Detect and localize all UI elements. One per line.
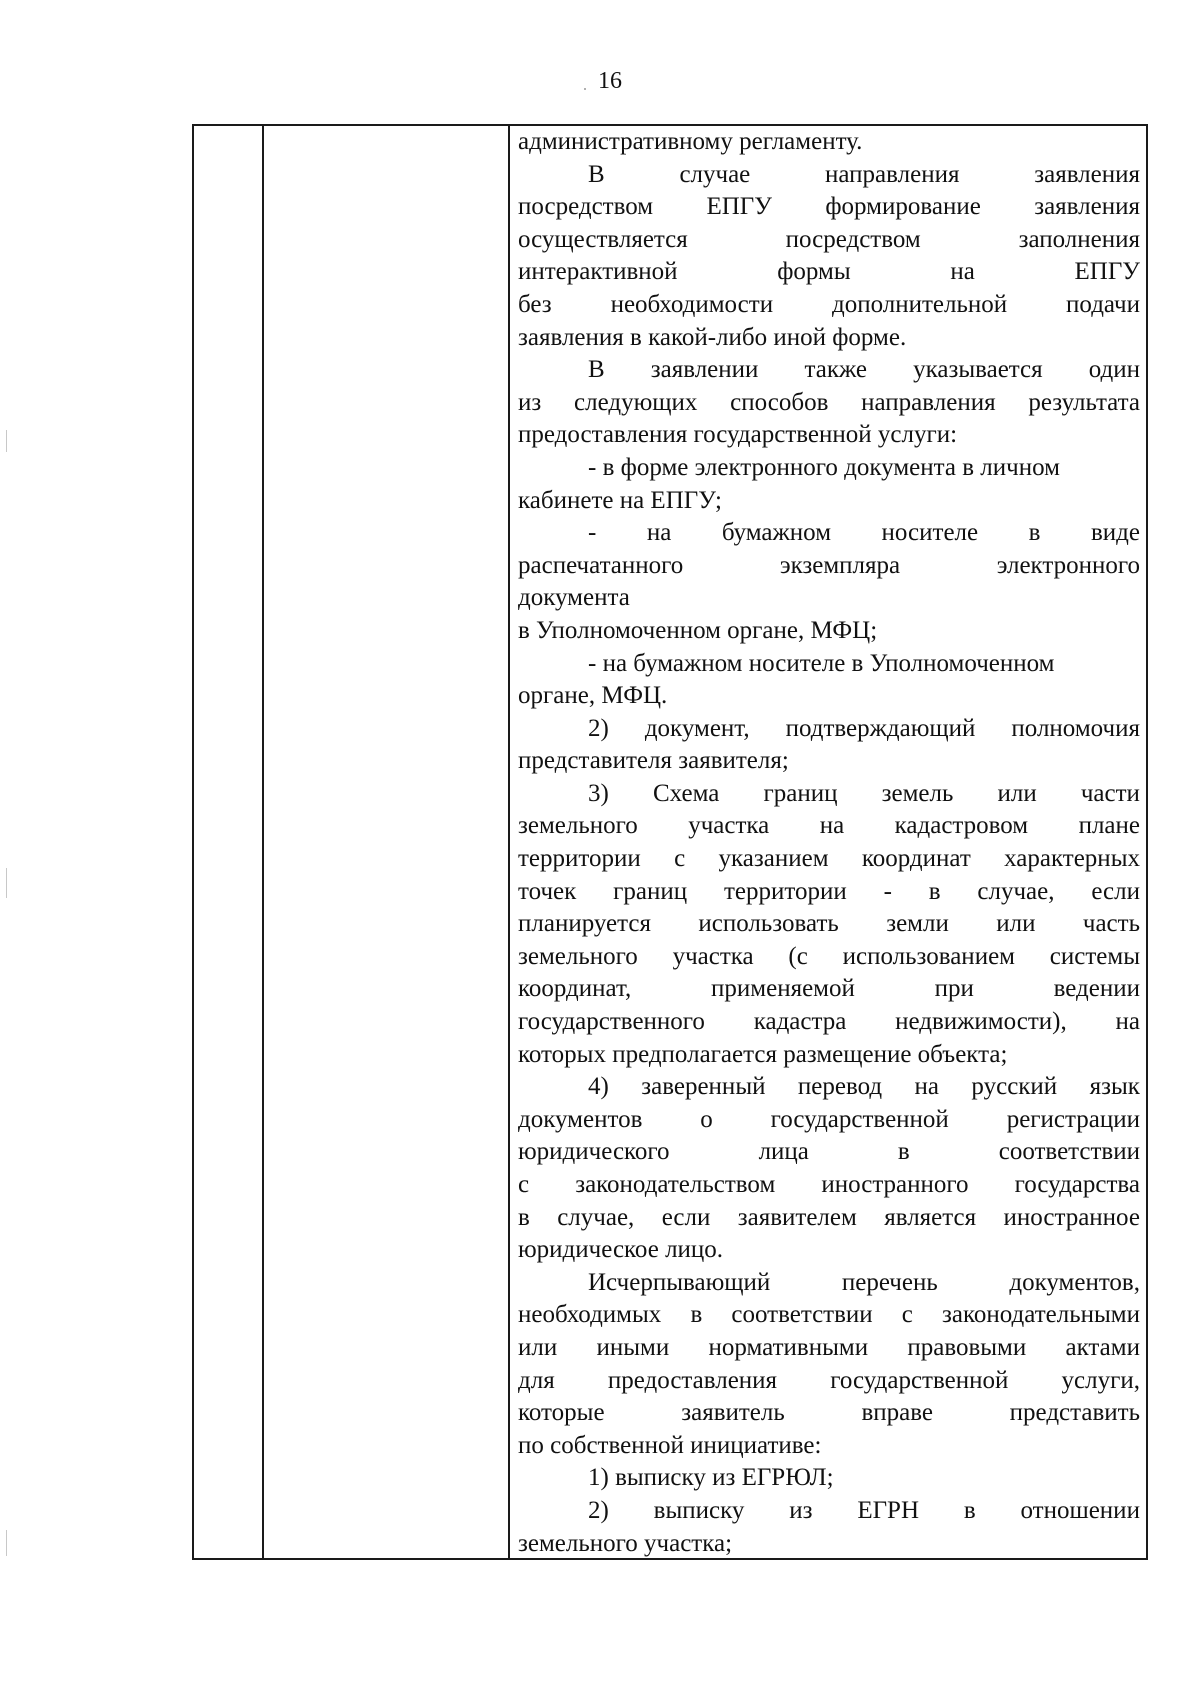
- text-word: является: [884, 1203, 977, 1231]
- text-word: плане: [1078, 812, 1140, 840]
- text-word: часть: [1082, 910, 1140, 938]
- text-word: предоставления: [607, 1366, 778, 1394]
- text-word: язык: [1089, 1073, 1140, 1101]
- text-word: 1) выписку из ЕГРЮЛ;: [588, 1464, 834, 1492]
- text-word: при: [934, 975, 974, 1003]
- text-word: случае: [679, 160, 751, 188]
- text-line: [518, 1495, 1140, 1528]
- text-word: в: [518, 1203, 530, 1231]
- text-word: выписку: [653, 1496, 745, 1524]
- text-line: [518, 322, 1140, 355]
- text-word: посредством: [785, 225, 921, 253]
- text-line: [518, 159, 1140, 192]
- text-word: вправе: [861, 1399, 933, 1427]
- text-line: [518, 713, 1140, 746]
- text-word: представителя заявителя;: [518, 747, 789, 775]
- text-word: законодательством: [575, 1171, 776, 1198]
- text-line: [518, 126, 1140, 159]
- text-word: заявлении: [650, 356, 759, 384]
- text-word: из: [789, 1496, 813, 1524]
- text-word: кадастра: [753, 1008, 847, 1036]
- text-line: [518, 973, 1140, 1006]
- text-word: заверенный: [641, 1073, 766, 1101]
- text-word: документ,: [644, 714, 750, 742]
- text-line: [518, 1267, 1140, 1300]
- text-word: документов,: [1009, 1268, 1140, 1296]
- text-line: [518, 517, 1140, 550]
- text-word: заявителем: [737, 1203, 857, 1231]
- text-word: документа: [518, 584, 630, 612]
- text-line: [518, 582, 1140, 615]
- text-line: [518, 648, 1140, 681]
- text-line: [518, 1397, 1140, 1430]
- text-word: лица: [758, 1138, 809, 1166]
- text-word: полномочия: [1011, 714, 1140, 742]
- text-word: необходимых: [518, 1301, 662, 1329]
- text-word: ЕПГУ: [706, 193, 772, 221]
- text-word: если: [661, 1203, 711, 1231]
- text-word: 4): [588, 1073, 609, 1101]
- text-word: границ: [763, 779, 838, 807]
- text-line: [518, 876, 1140, 909]
- text-word: -: [883, 877, 892, 905]
- scan-speck: [584, 88, 586, 90]
- text-line: [518, 1006, 1140, 1039]
- text-word: актами: [1065, 1333, 1140, 1361]
- text-word: если: [1091, 877, 1140, 905]
- text-word: подачи: [1066, 290, 1140, 318]
- text-word: на: [914, 1073, 940, 1101]
- text-word: кабинете на ЕПГУ;: [518, 486, 722, 514]
- text-word: на: [1115, 1008, 1140, 1036]
- text-word: о: [700, 1105, 713, 1133]
- text-word: юридическое лицо.: [518, 1236, 724, 1264]
- text-word: применяемой: [711, 975, 855, 1003]
- text-word: в: [690, 1301, 703, 1329]
- text-word: с: [674, 845, 686, 873]
- text-word: координат,: [518, 975, 632, 1003]
- text-word: административному регламенту.: [518, 128, 863, 155]
- table-column-divider: [508, 126, 510, 1558]
- text-word: для: [518, 1366, 555, 1394]
- text-line: [518, 354, 1140, 387]
- text-line: [518, 452, 1140, 485]
- text-word: В: [588, 160, 605, 188]
- text-word: части: [1080, 779, 1140, 807]
- text-word: посредством: [518, 193, 654, 221]
- text-word: русский: [971, 1073, 1058, 1101]
- scan-edge-mark: [6, 868, 7, 898]
- text-word: участка: [688, 812, 770, 840]
- text-word: Исчерпывающий: [588, 1268, 771, 1296]
- text-word: планируется: [518, 910, 651, 938]
- text-word: правовыми: [907, 1333, 1027, 1361]
- text-line: [518, 1039, 1140, 1072]
- text-word: соответствии: [731, 1301, 873, 1329]
- text-word: в: [928, 877, 941, 905]
- text-word: земель: [881, 779, 954, 807]
- text-line: [518, 1462, 1140, 1495]
- text-word: государства: [1014, 1171, 1140, 1198]
- text-line: [518, 680, 1140, 713]
- text-word: случае,: [557, 1203, 635, 1231]
- text-word: услуги,: [1061, 1366, 1140, 1394]
- text-word: государственной: [830, 1366, 1009, 1394]
- text-word: иностранное: [1003, 1203, 1140, 1231]
- text-line: [518, 908, 1140, 941]
- text-line: [518, 1071, 1140, 1104]
- page-number: 16: [598, 68, 622, 94]
- text-word: системы: [1049, 942, 1140, 970]
- text-word: земельного: [518, 812, 638, 840]
- text-line: [518, 1234, 1140, 1267]
- text-word: территории: [723, 877, 847, 905]
- text-line: [518, 778, 1140, 811]
- table-cell-text: [518, 126, 1140, 1560]
- text-line: [518, 1136, 1140, 1169]
- text-line: [518, 1528, 1140, 1561]
- text-word: подтверждающий: [785, 714, 976, 742]
- text-word: заявитель: [681, 1399, 785, 1427]
- text-line: [518, 1202, 1140, 1235]
- text-word: перечень: [841, 1268, 938, 1296]
- text-word: - в форме электронного документа в личном: [588, 453, 1060, 481]
- text-word: заявления: [1034, 160, 1140, 188]
- scan-edge-mark: [6, 1530, 7, 1556]
- text-word: на: [950, 258, 975, 286]
- text-word: перевод: [797, 1073, 883, 1101]
- text-word: направления: [825, 160, 960, 188]
- text-word: ЕГРН: [857, 1496, 920, 1524]
- text-line: [518, 1365, 1140, 1398]
- text-line: [518, 745, 1140, 778]
- text-word: юридического: [518, 1138, 670, 1166]
- text-word: кадастровом: [894, 812, 1029, 840]
- text-word: ведении: [1053, 975, 1140, 1003]
- text-word: экземпляра: [779, 551, 901, 579]
- text-line: [518, 941, 1140, 974]
- text-word: предоставления государственной услуги:: [518, 421, 958, 449]
- text-word: земельного: [518, 942, 638, 970]
- text-word: В: [588, 356, 605, 384]
- text-word: ЕПГУ: [1074, 258, 1140, 286]
- text-word: земельного участка;: [518, 1529, 733, 1557]
- text-word: законодательными: [942, 1301, 1140, 1329]
- text-word: органе, МФЦ.: [518, 682, 668, 710]
- text-word: из: [518, 388, 542, 416]
- text-word: необходимости: [610, 290, 774, 318]
- text-line: [518, 1332, 1140, 1365]
- text-line: [518, 289, 1140, 322]
- text-line: [518, 843, 1140, 876]
- text-line: [518, 224, 1140, 257]
- text-word: представить: [1009, 1399, 1140, 1427]
- text-word: также: [804, 356, 868, 384]
- text-word: распечатанного: [518, 551, 684, 579]
- text-word: один: [1088, 356, 1140, 384]
- text-word: иностранного: [821, 1171, 969, 1198]
- text-word: недвижимости),: [895, 1008, 1067, 1036]
- text-word: электронного: [996, 551, 1140, 579]
- text-word: документов: [518, 1105, 643, 1133]
- text-word: участка: [672, 942, 754, 970]
- scan-edge-mark: [6, 430, 7, 452]
- text-word: без: [518, 290, 552, 318]
- text-line: [518, 256, 1140, 289]
- text-word: координат: [861, 845, 971, 873]
- text-word: отношении: [1020, 1496, 1140, 1524]
- text-word: 2): [588, 1496, 609, 1524]
- text-word: по собственной инициативе:: [518, 1431, 822, 1459]
- text-word: или: [997, 779, 1037, 807]
- text-word: на: [646, 519, 672, 547]
- text-word: 2): [588, 714, 609, 742]
- text-word: характерных: [1004, 845, 1140, 873]
- text-line: [518, 387, 1140, 420]
- text-word: случае,: [977, 877, 1055, 905]
- text-word: указывается: [913, 356, 1043, 384]
- text-line: [518, 1104, 1140, 1137]
- text-line: [518, 1299, 1140, 1332]
- text-word: виде: [1090, 519, 1140, 547]
- text-word: (с: [788, 942, 808, 970]
- text-word: 3): [588, 779, 609, 807]
- text-word: интерактивной: [518, 258, 678, 286]
- text-word: в: [963, 1496, 976, 1524]
- text-word: в: [897, 1138, 910, 1166]
- text-line: [518, 810, 1140, 843]
- document-table: [192, 124, 1148, 1560]
- text-word: территории: [518, 845, 641, 873]
- text-word: дополнительной: [831, 290, 1008, 318]
- text-word: результата: [1028, 388, 1140, 416]
- text-line: [518, 191, 1140, 224]
- text-word: направления: [861, 388, 996, 416]
- text-word: заявления в какой-либо иной форме.: [518, 323, 907, 351]
- text-word: осуществляется: [518, 225, 688, 253]
- table-column-divider: [262, 126, 264, 1558]
- text-word: соответствии: [998, 1138, 1140, 1166]
- text-word: Схема: [652, 779, 720, 807]
- text-word: носителе: [881, 519, 979, 547]
- text-line: [518, 615, 1140, 648]
- text-word: государственной: [770, 1105, 949, 1133]
- text-word: заполнения: [1018, 225, 1140, 253]
- text-line: [518, 1430, 1140, 1463]
- text-word: на: [819, 812, 845, 840]
- text-word: точек: [518, 877, 577, 905]
- text-word: иными: [596, 1333, 670, 1361]
- text-word: формирование: [825, 193, 981, 221]
- text-word: бумажном: [721, 519, 832, 547]
- text-word: или: [518, 1333, 558, 1361]
- text-word: использованием: [842, 942, 1015, 970]
- text-word: или: [996, 910, 1036, 938]
- text-line: [518, 1169, 1140, 1202]
- text-word: границ: [613, 877, 688, 905]
- text-line: [518, 485, 1140, 518]
- text-line: [518, 550, 1140, 583]
- text-word: земли: [886, 910, 949, 938]
- text-word: формы: [777, 258, 851, 286]
- text-word: с: [518, 1171, 530, 1198]
- text-word: с: [901, 1301, 913, 1329]
- text-word: способов: [730, 388, 829, 416]
- text-word: следующих: [574, 388, 698, 416]
- text-word: использовать: [698, 910, 839, 938]
- text-line: [518, 419, 1140, 452]
- text-word: государственного: [518, 1008, 705, 1036]
- text-word: -: [588, 519, 597, 547]
- text-word: заявления: [1034, 193, 1140, 221]
- text-word: регистрации: [1006, 1105, 1140, 1133]
- text-word: которых предполагается размещение объекта;: [518, 1040, 1008, 1068]
- text-word: в: [1028, 519, 1041, 547]
- text-word: указанием: [718, 845, 829, 873]
- text-word: нормативными: [708, 1333, 869, 1361]
- text-word: которые: [518, 1399, 605, 1427]
- text-word: - на бумажном носителе в Уполномоченном: [588, 649, 1055, 677]
- text-word: в Уполномоченном органе, МФЦ;: [518, 616, 878, 644]
